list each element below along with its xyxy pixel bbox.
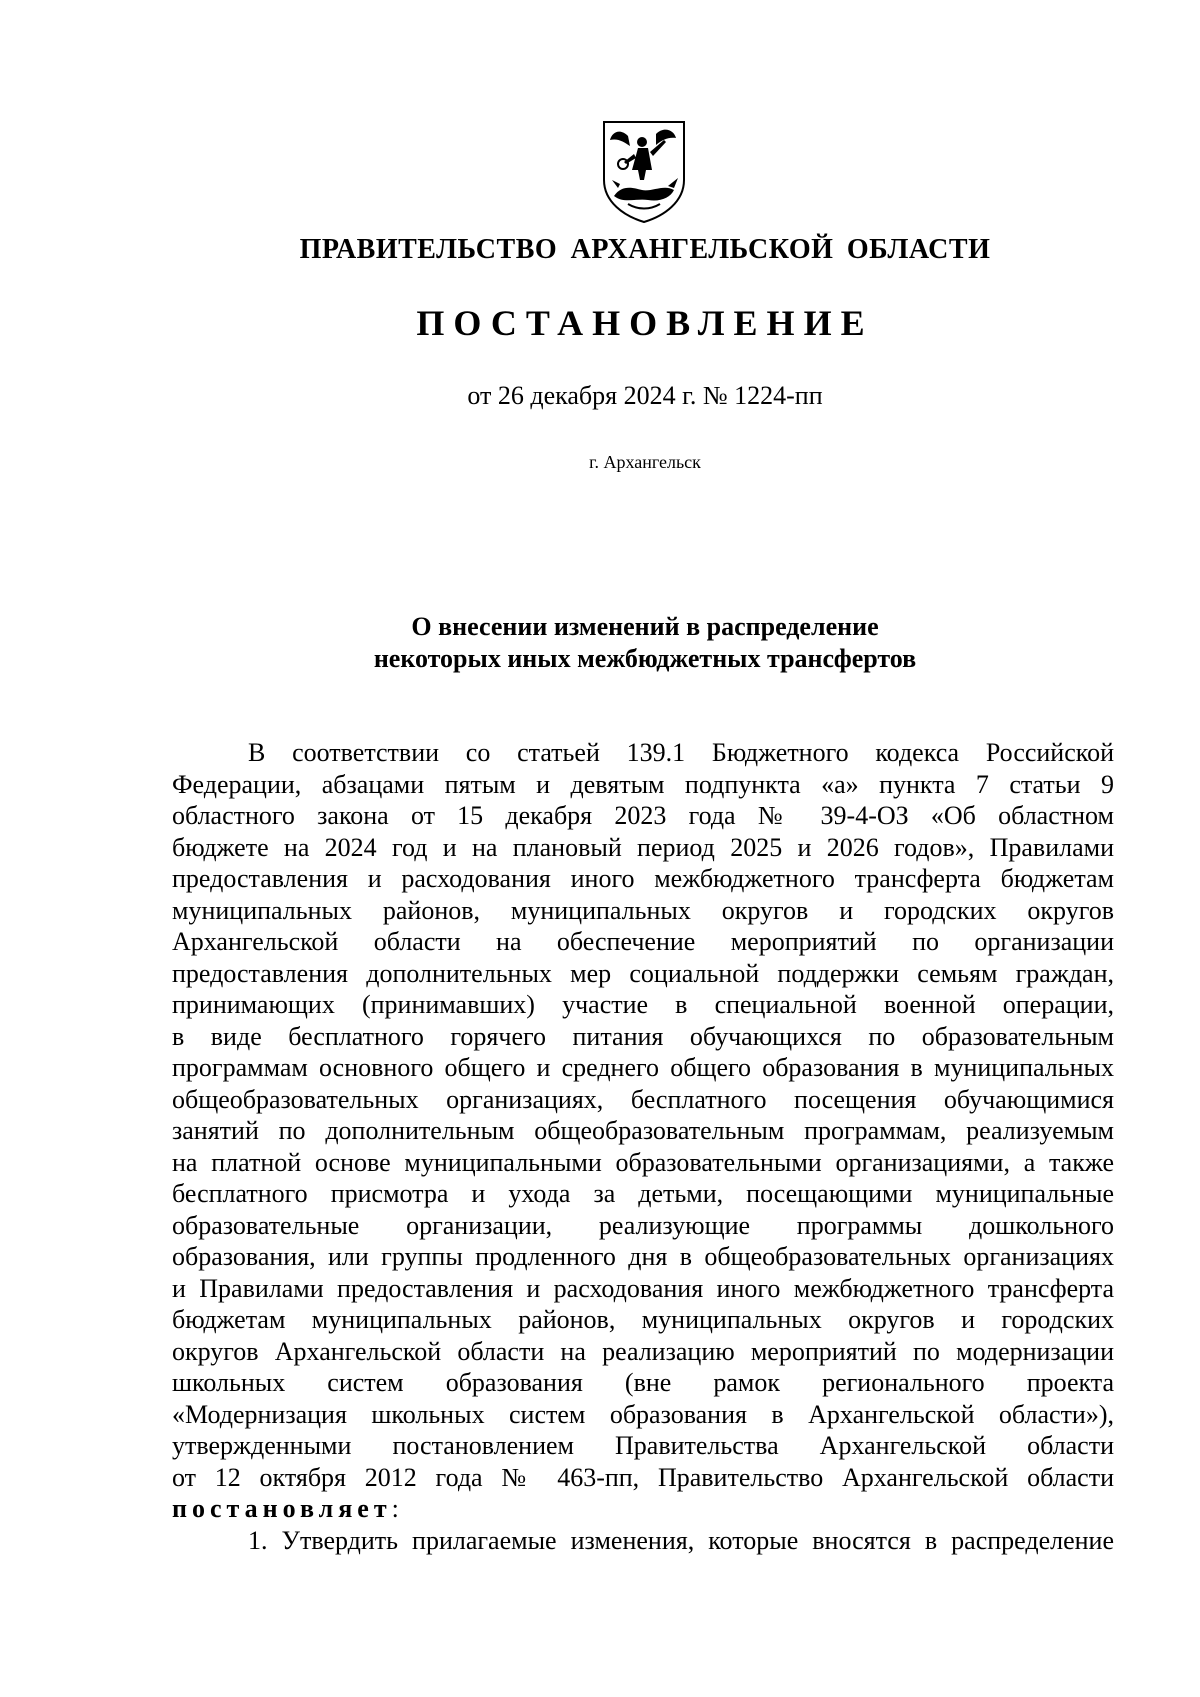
body-line: бюджетам муниципальных районов, муниципальных округов и городских [172, 1305, 1114, 1334]
document-type: ПОСТАНОВЛЕНИЕ [416, 303, 874, 343]
body-line: и Правилами предоставления и расходования иного межбюджетного трансферта [172, 1273, 1114, 1303]
body-line: образовательные организации, реализующие программы дошкольного [172, 1210, 1114, 1240]
body-line: бюджете на 2024 год и на плановый период 2025 и 2026 годов», Правилами [172, 832, 1114, 862]
body-line: в виде бесплатного горячего питания обучающихся по образовательным [172, 1021, 1114, 1051]
organization-title: ПРАВИТЕЛЬСТВО АРХАНГЕЛЬСКОЙ ОБЛАСТИ [299, 234, 991, 265]
decree-line [172, 1493, 1114, 1525]
decree-word: постановляет [172, 1494, 392, 1523]
body-line: округов Архангельской области на реализацию мероприятий по модернизации [172, 1336, 1114, 1366]
coat-of-arms-icon [598, 118, 690, 224]
body-line: предоставления и расходования иного межбюджетного трансферта бюджетам [172, 864, 1114, 893]
body-line: на платной основе муниципальными образовательными организациями, а также [172, 1147, 1114, 1177]
item-1-line: 1. Утвердить прилагаемые изменения, которые вносятся в распределение [248, 1525, 1114, 1555]
body-line: принимающих (принимавших) участие в специальной военной операции, [172, 990, 1114, 1019]
body-line: предоставления дополнительных мер социальной поддержки семьям граждан, [172, 958, 1114, 988]
body-line: утвержденными постановлением Правительства Архангельской области [172, 1431, 1114, 1460]
document-body [172, 737, 1114, 1556]
body-line: Федерации, абзацами пятым и девятым подпункта «а» пункта 7 статьи 9 [172, 769, 1114, 799]
body-line: «Модернизация школьных систем образования в Архангельской области»), [172, 1399, 1114, 1429]
body-line: образования, или группы продленного дня в общеобразовательных организациях [172, 1242, 1114, 1271]
document-date-number: от 26 декабря 2024 г. № 1224-пп [467, 381, 823, 410]
subject-line: некоторых иных межбюджетных трансфертов [373, 644, 917, 673]
body-line: Архангельской области на обеспечение мероприятий по организации [172, 927, 1114, 956]
decree-colon: : [391, 1494, 399, 1523]
body-line: школьных систем образования (вне рамок регионального проекта [172, 1368, 1114, 1397]
document-subject [0, 611, 1200, 675]
body-line: программам основного общего и среднего общего образования в муниципальных [172, 1053, 1114, 1082]
document-city: г. Архангельск [589, 452, 701, 472]
body-line: областного закона от 15 декабря 2023 года № 39-4-ОЗ «Об областном [172, 801, 1114, 830]
body-line: от 12 октября 2012 года № 463-пп, Правительство Архангельской области [172, 1462, 1114, 1492]
body-line: общеобразовательных организациях, бесплатного посещения обучающимися [172, 1084, 1114, 1114]
body-line: занятий по дополнительным общеобразовательным программам, реализуемым [172, 1116, 1114, 1145]
body-line: муниципальных районов, муниципальных округов и городских округов [172, 895, 1114, 925]
body-line: бесплатного присмотра и ухода за детьми, посещающими муниципальные [172, 1179, 1114, 1208]
body-line: В соответствии со статьей 139.1 Бюджетного кодекса Российской [248, 738, 1114, 767]
subject-line: О внесении изменений в распределение [411, 612, 879, 641]
